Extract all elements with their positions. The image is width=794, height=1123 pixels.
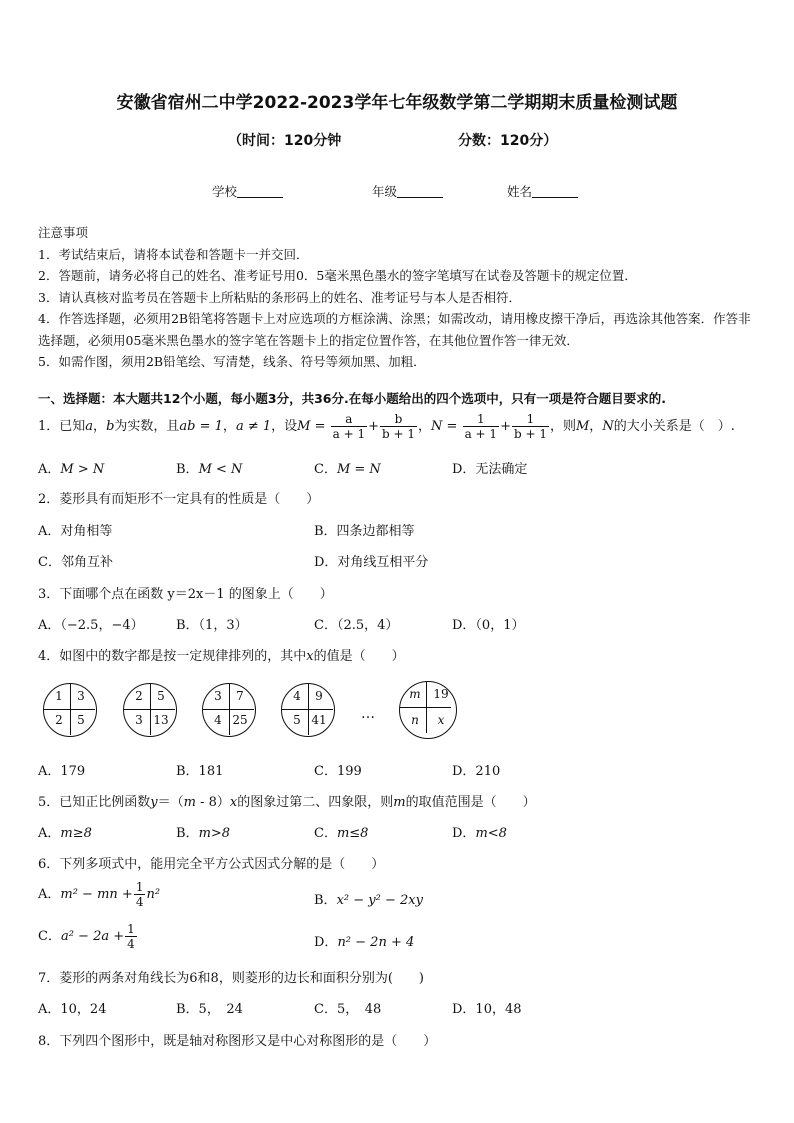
q4-option-b[interactable]: B．181: [176, 764, 224, 779]
q4-option-d[interactable]: D．210: [452, 764, 501, 779]
q2-option-c[interactable]: C．邻角互补: [38, 555, 113, 570]
q2-option-d[interactable]: D．对角线互相平分: [314, 555, 429, 570]
q3-option-d[interactable]: D．（0，1）: [452, 618, 525, 633]
grade-blank[interactable]: [397, 184, 443, 198]
q6-option-a[interactable]: A．m² − mn + $\frac{1}{4}$ n²: [38, 880, 161, 909]
q3-option-b[interactable]: B．（1，3）: [176, 618, 248, 633]
number-circle: 2 5 3 13: [123, 683, 177, 737]
name-blank[interactable]: [532, 184, 578, 198]
question-5: 5．已知正比例函数y＝（m - 8）x的图象过第二、四象限，则m的取值范围是（ ）: [38, 795, 536, 810]
q7-option-c[interactable]: C．5， 48: [314, 1002, 382, 1017]
exam-title: 安徽省宿州二中学2022-2023学年七年级数学第二学期期末质量检测试题: [116, 93, 678, 113]
q5-option-d[interactable]: D．m<8: [452, 826, 507, 841]
q6-option-c[interactable]: C．a² − 2a + $\frac{1}{4}$: [38, 922, 135, 951]
number-circle: 4 9 5 41: [281, 683, 335, 737]
q7-option-b[interactable]: B．5， 24: [176, 1002, 243, 1017]
q3-option-a[interactable]: A．（−2.5，−4）: [38, 618, 144, 633]
q6-option-b[interactable]: B．x² − y² − 2xy: [314, 893, 423, 908]
ellipsis: …: [361, 706, 375, 722]
name-field[interactable]: 姓名: [507, 182, 578, 200]
note-item: 5．如需作图，须用2B铅笔绘、写清楚，线条、符号等须加黑、加粗．: [38, 354, 426, 369]
q1-option-c[interactable]: C．M = N: [314, 462, 381, 477]
grade-field[interactable]: 年级: [372, 182, 443, 200]
q5-option-a[interactable]: A．m≥8: [38, 826, 92, 841]
q7-option-d[interactable]: D．10，48: [452, 1002, 522, 1017]
q1-option-b[interactable]: B．M < N: [176, 462, 243, 477]
fraction: $\frac{b}{b + 1}$: [382, 412, 416, 441]
school-field[interactable]: 学校: [212, 182, 283, 200]
notes-heading: 注意事项: [38, 225, 89, 240]
note-item: 2．答题前，请务必将自己的姓名、准考证号用0．5毫米黑色墨水的签字笔填写在试卷及答题卡的规定位置．: [38, 268, 637, 283]
number-circle: 3 7 4 25: [202, 683, 256, 737]
q3-option-c[interactable]: C．（2.5，4）: [314, 618, 399, 633]
q5-option-b[interactable]: B．m>8: [176, 826, 231, 841]
fraction: $\frac{1}{4}$: [135, 880, 144, 909]
q5-option-c[interactable]: C．m≤8: [314, 826, 369, 841]
time-label: （时间：120分钟: [228, 133, 342, 149]
question-7: 7．菱形的两条对角线长为6和8，则菱形的边长和面积分别为( ): [38, 971, 424, 986]
question-2: 2．菱形具有而矩形不一定具有的性质是（ ）: [38, 492, 320, 507]
number-circle-unknown: m 19 n x: [399, 681, 457, 739]
q1-option-d[interactable]: D．无法确定: [452, 462, 528, 477]
section-heading: 一、选择题：本大题共12个小题，每小题3分，共36分.在每小题给出的四个选项中，只有一项是符合题目要求的.: [38, 391, 666, 406]
question-6: 6．下列多项式中，能用完全平方公式因式分解的是（ ）: [38, 857, 385, 872]
q6-option-d[interactable]: D．n² − 2n + 4: [314, 935, 415, 950]
score-label: 分数：120分）: [458, 133, 558, 149]
fraction: $\frac{1}{b + 1}$: [513, 412, 547, 441]
fraction: $\frac{1}{a + 1}$: [464, 412, 498, 441]
q2-option-a[interactable]: A．对角相等: [38, 524, 113, 539]
note-item: 3．请认真核对监考员在答题卡上所粘贴的条形码上的姓名、准考证号与本人是否相符．: [38, 289, 521, 305]
note-item: 1．考试结束后，请将本试卷和答题卡一并交回．: [38, 246, 309, 262]
question-8: 8．下列四个图形中，既是轴对称图形又是中心对称图形的是（ ）: [38, 1034, 437, 1049]
number-circle: 1 3 2 5: [43, 683, 97, 737]
q1-option-a[interactable]: A．M > N: [38, 462, 105, 477]
q7-option-a[interactable]: A．10，24: [38, 1002, 107, 1017]
q4-option-a[interactable]: A．179: [38, 764, 86, 779]
fraction: $\frac{1}{4}$: [127, 922, 135, 951]
q4-option-c[interactable]: C．199: [314, 764, 362, 779]
notes-section: [38, 222, 760, 373]
school-blank[interactable]: [237, 184, 283, 198]
question-4: 4．如图中的数字都是按一定规律排列的，其中x的值是（ ）: [38, 649, 405, 664]
question-3: 3．下面哪个点在函数 y＝2x－1 的图象上（ ）: [38, 587, 333, 602]
question-1: 1．已知a，b为实数，且ab = 1，a ≠ 1，设M = $\frac{a}{a + 1}$ + $\frac{b}{b + 1}$ ，N = $\frac{1}{a + 1}$ + $\frac{1}{b + 1}$ ，则M，N的大小关系是（ ）.: [38, 412, 735, 441]
fraction: $\frac{a}{a + 1}$: [332, 412, 366, 441]
note-item: 4．作答选择题，必须用2B铅笔将答题卡上对应选项的方框涂满、涂黑；如需改动，请用橡皮擦干净后，再选涂其他答案．作答非选择题，必须用05毫米黑色墨水的签字笔在答题卡上的指定位置作答，在其他位置作答一律无效．: [38, 311, 751, 348]
q2-option-b[interactable]: B．四条边都相等: [314, 524, 415, 539]
